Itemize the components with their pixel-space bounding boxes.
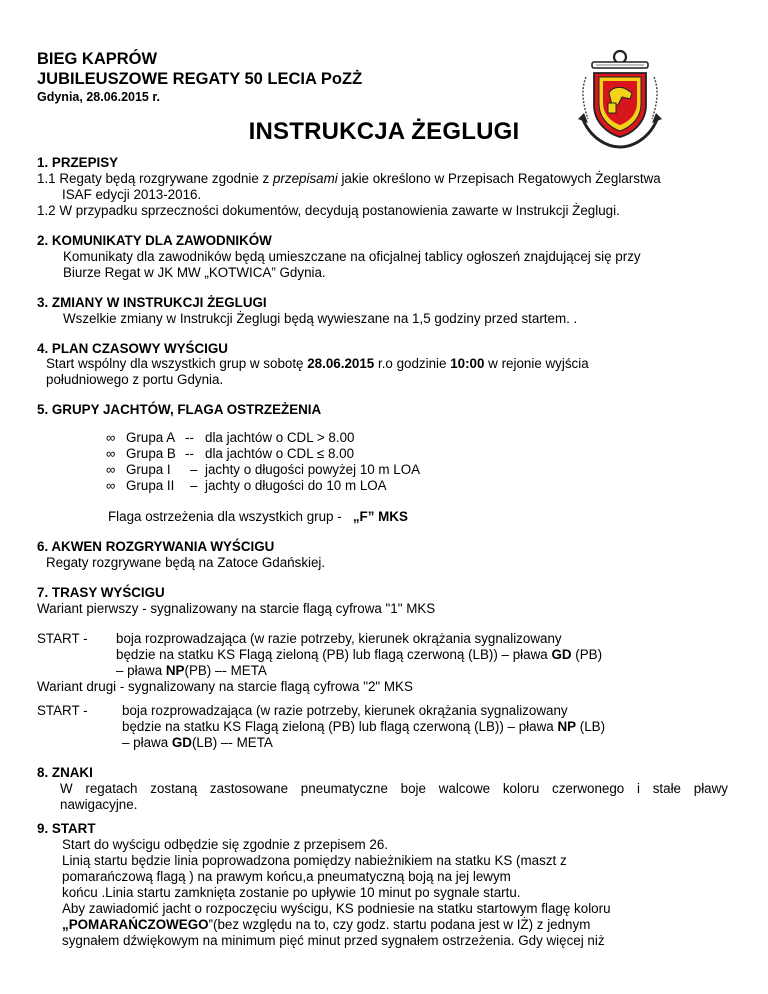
group-separator: –	[190, 462, 198, 477]
section-8-heading: 8. ZNAKI	[37, 765, 93, 780]
group-name: Grupa II	[126, 478, 175, 493]
text-span: będzie na statku KS Flagą zieloną (PB) lub flagą czerwoną (LB)) – pława	[116, 647, 552, 662]
group-name: Grupa A	[126, 430, 176, 445]
group-description: jachty o długości powyżej 10 m LOA	[205, 462, 421, 477]
text-span: (PB)	[571, 647, 603, 662]
section-9-line-1: Start do wyścigu odbędzie się zgodnie z przepisem 26.	[62, 837, 389, 852]
text-span: (LB) –- META	[191, 735, 273, 750]
section-8-line-2: nawigacyjne.	[60, 797, 138, 812]
group-separator: --	[185, 446, 194, 461]
group-description: dla jachtów o CDL > 8.00	[205, 430, 355, 445]
route-2-line-3	[122, 735, 273, 751]
italic-term: przepisami	[272, 171, 338, 186]
buoy-code: NP	[165, 663, 185, 678]
text-span: Start wspólny dla wszystkich grup w sobotę	[46, 356, 308, 371]
text-span: – pława	[122, 735, 172, 750]
section-2-line-2: Biurze Regat w JK MW „KOTWICA” Gdynia.	[63, 265, 326, 280]
event-name: BIEG KAPRÓW	[37, 50, 158, 68]
route-variant-2: Wariant drugi - sygnalizowany na starcie flagą cyfrowa "2" MKS	[37, 679, 413, 694]
event-subtitle: JUBILEUSZOWE REGATY 50 LECIA PoZŻ	[37, 70, 363, 88]
route-2-start: START -	[37, 703, 88, 718]
buoy-code: GD	[551, 647, 572, 662]
group-description: dla jachtów o CDL ≤ 8.00	[205, 446, 355, 461]
section-4-line-2: południowego z portu Gdynia.	[46, 372, 224, 387]
text-span: ”(bez względu na to, czy godz. startu podana jest w IŻ) z jednym	[208, 917, 591, 932]
section-2-heading: 2. KOMUNIKATY DLA ZAWODNIKÓW	[37, 233, 272, 248]
route-1-start: START -	[37, 631, 88, 646]
section-4-heading: 4. PLAN CZASOWY WYŚCIGU	[37, 341, 228, 356]
list-bullet: ∞	[106, 446, 116, 461]
group-name: Grupa I	[126, 462, 171, 477]
section-9-heading: 9. START	[37, 821, 96, 836]
section-9-line-4: końcu .Linia startu zamknięta zostanie po upływie 10 minut po sygnale startu.	[62, 885, 521, 900]
section-9-line-7: sygnałem dźwiękowym na minimum pięć minut przed sygnałem ostrzeżenia. Gdy więcej niż	[62, 933, 605, 948]
start-date: 28.06.2015	[307, 356, 375, 371]
section-6-heading: 6. AKWEN ROZGRYWANIA WYŚCIGU	[37, 539, 275, 554]
text-span: r.o godzinie	[374, 356, 451, 371]
text-span: w rejonie wyjścia	[484, 356, 589, 371]
route-1-line-1: boja rozprowadzająca (w razie potrzeby, kierunek okrążania sygnalizowany	[116, 631, 562, 646]
warning-flag: „F” MKS	[352, 509, 408, 524]
text-span: będzie na statku KS Flagą zieloną (PB) lub flagą czerwoną (LB)) – pława	[122, 719, 558, 734]
group-name: Grupa B	[126, 446, 176, 461]
section-3-line-1: Wszelkie zmiany w Instrukcji Żeglugi będą wywieszane na 1,5 godziny przed startem. .	[63, 311, 578, 326]
text-span: – pława	[116, 663, 166, 678]
route-2-line-1: boja rozprowadzająca (w razie potrzeby, kierunek okrążania sygnalizowany	[122, 703, 568, 718]
list-bullet: ∞	[106, 462, 116, 477]
route-variant-1: Wariant pierwszy - sygnalizowany na starcie flagą cyfrowa "1" MKS	[37, 601, 436, 616]
group-separator: --	[185, 430, 194, 445]
section-3-heading: 3. ZMIANY W INSTRUKCJI ŻEGLUGI	[37, 295, 267, 310]
route-2-line-2	[122, 719, 605, 735]
document-title: INSTRUKCJA ŻEGLUGI	[248, 118, 520, 145]
section-9-line-3: pomarańczową flagą ) na prawym końcu,a pneumatyczną boją na jej lewym	[62, 869, 511, 884]
section-5-heading: 5. GRUPY JACHTÓW, FLAGA OSTRZEŻENIA	[37, 402, 322, 417]
list-bullet: ∞	[106, 430, 116, 445]
section-7-heading: 7. TRASY WYŚCIGU	[37, 585, 165, 600]
start-time: 10:00	[450, 356, 485, 371]
section-1-line-1	[37, 171, 661, 187]
group-description: jachty o długości do 10 m LOA	[205, 478, 387, 493]
text-span: (LB)	[576, 719, 606, 734]
buoy-code: NP	[557, 719, 577, 734]
event-date-place: Gdynia, 28.06.2015 r.	[37, 90, 160, 104]
list-bullet: ∞	[106, 478, 116, 493]
section-9-line-6	[62, 917, 590, 933]
route-1-line-2	[116, 647, 602, 663]
flag-color: „POMARAŃCZOWEGO	[62, 917, 209, 932]
section-9-line-2: Linią startu będzie linia poprowadzona pomiędzy nabieżnikiem na statku KS (maszt z	[62, 853, 567, 868]
group-separator: –	[190, 478, 198, 493]
text-span: 1.1 Regaty będą rozgrywane zgodnie z	[37, 171, 273, 186]
text-span: jakie określono w Przepisach Regatowych Żeglarstwa	[337, 171, 661, 186]
section-9-line-5: Aby zawiadomić jacht o rozpoczęciu wyścigu, KS podniesie na statku startowym flagę koloru	[62, 901, 611, 916]
buoy-code: GD	[171, 735, 192, 750]
section-1-heading: 1. PRZEPISY	[37, 155, 119, 170]
route-1-line-3	[116, 663, 267, 679]
section-1-line-3: 1.2 W przypadku sprzeczności dokumentów, decydują postanowienia zawarte w Instrukcji Żeglugi.	[37, 203, 620, 218]
section-4-line-1	[46, 356, 589, 372]
section-2-line-1: Komunikaty dla zawodników będą umieszczane na oficjalnej tablicy ogłoszeń znajdującej się przy	[63, 249, 641, 264]
section-8-line-1: W regatach zostaną zastosowane pneumatyczne boje walcowe koloru czerwonego i stałe pławy	[60, 781, 728, 796]
section-6-line-1: Regaty rozgrywane będą na Zatoce Gdańskiej.	[46, 555, 326, 570]
warning-flag-line	[108, 509, 408, 525]
section-1-line-2: ISAF edycji 2013-2016.	[62, 187, 202, 202]
text-span: Flaga ostrzeżenia dla wszystkich grup -	[108, 509, 353, 524]
text-span: (PB) –- META	[184, 663, 267, 678]
